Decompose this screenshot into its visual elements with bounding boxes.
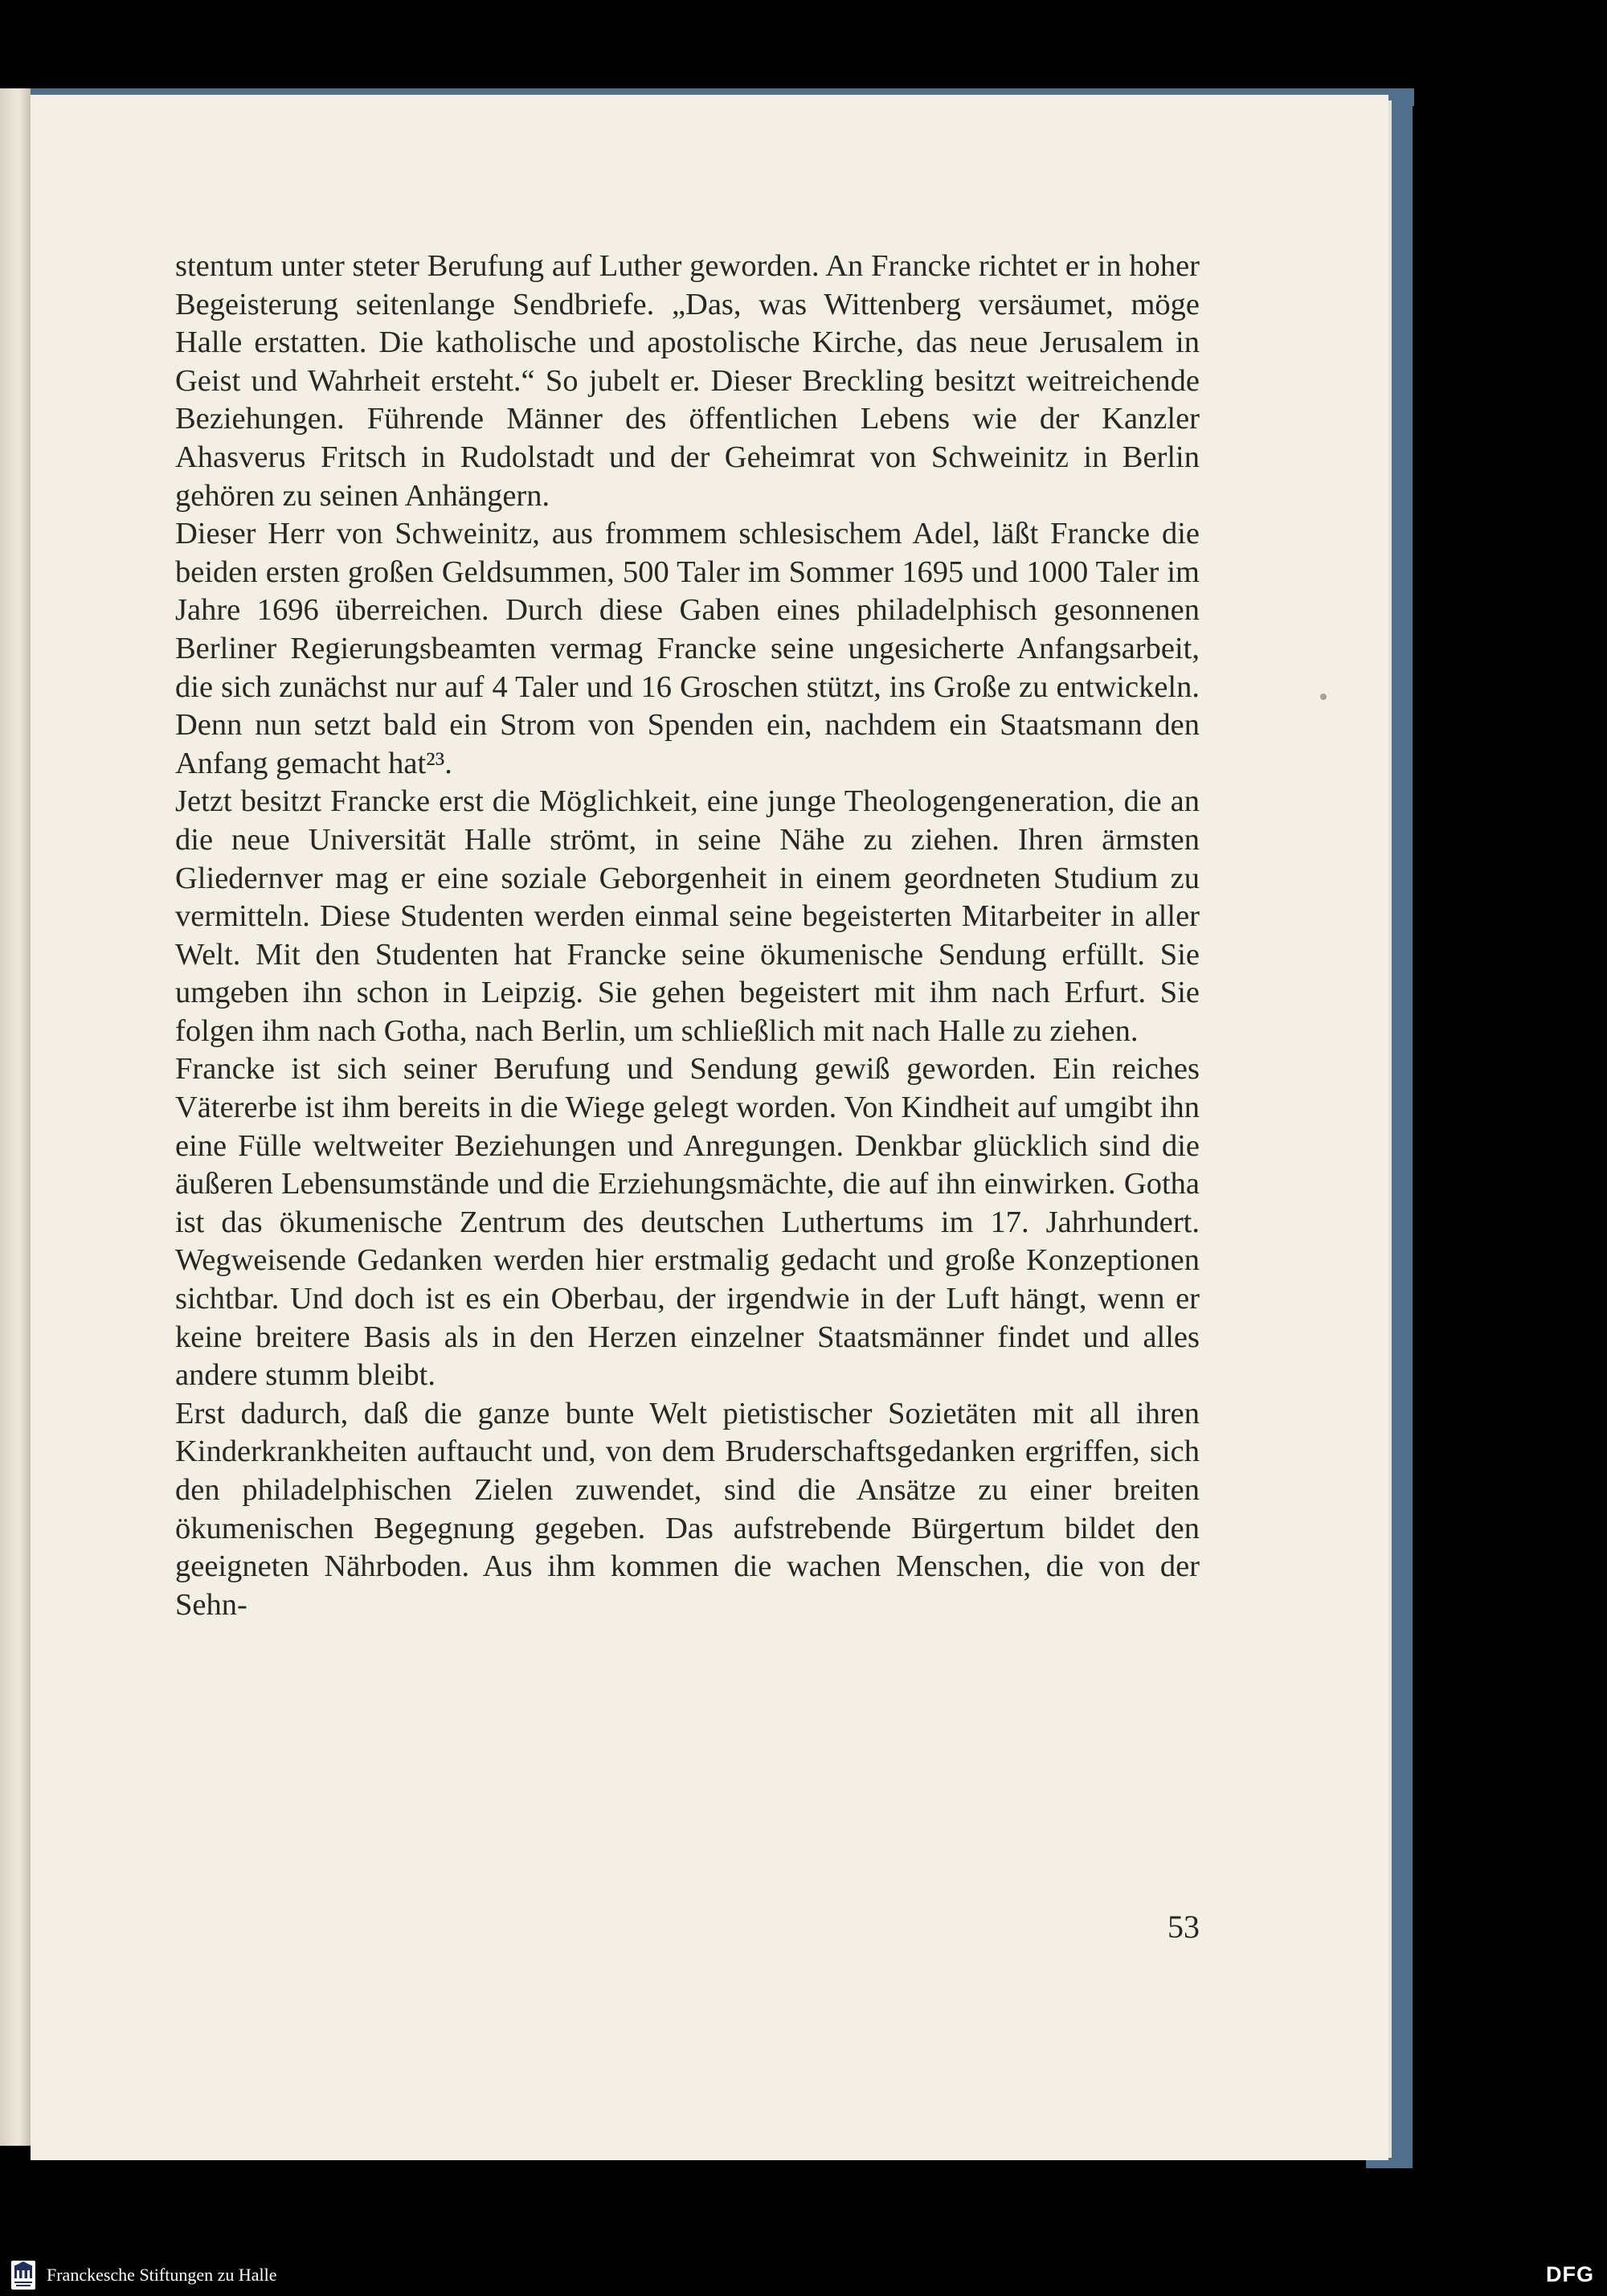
paragraph: stentum unter steter Berufung auf Luther geworden. An Francke richtet er in hoher Begeisterung seitenlange Sendbriefe. „Das, was Wittenberg versäumet, möge Halle erstatten. Die katholische und apostolische Kirche, das neue Jerusalem in Geist und Wahrheit ersteht.“ So jubelt er. Dieser Breckling besitzt weitreichende Beziehungen. Führende Männer des öffentlichen Lebens wie der Kanzler Ahasverus Fritsch in Rudolstadt und der Geheimrat von Schweinitz in Berlin gehören zu seinen Anhängern. [175, 249, 1200, 513]
page-blemish [1320, 694, 1327, 700]
paragraph: Erst dadurch, daß die ganze bunte Welt pietistischer Sozietäten mit all ihren Kinderkrankheiten auftaucht und, von dem Bruderschaftsgedanken ergriffen, sich den philadelphischen Zielen zuwendet, sind die Ansätze zu einer breiten ökumenischen Begegnung gegeben. Das aufstrebende Bürgertum bildet den geeigneten Nährboden. Aus ihm kommen die wachen Menschen, die von der Sehn- [175, 1396, 1200, 1622]
dfg-logo-text: DFG [1546, 2262, 1594, 2286]
francke-foundation-logo-icon [11, 2261, 35, 2290]
viewer-footer-bar [0, 2254, 1607, 2296]
book-spine-left [0, 88, 31, 2146]
paragraph: Francke ist sich seiner Berufung und Sendung gewiß geworden. Ein reiches Vätererbe ist ihm bereits in die Wiege gelegt worden. Von Kindheit auf umgibt ihn eine Fülle weltweiter Beziehungen und Anregungen. Denkbar glücklich sind die äußeren Lebensumstände und die Erziehungsmächte, die auf ihn einwirken. Gotha ist das ökumenische Zentrum des deutschen Luthertums im 17. Jahrhundert. Wegweisende Gedanken werden hier erstmalig gedacht und große Konzeptionen sichtbar. Und doch ist es ein Oberbau, der irgendwie in der Luft hängt, wenn er keine breitere Basis als in den Herzen einzelner Staatsmänner findet und alles andere stumm bleibt. [175, 1052, 1200, 1393]
paragraph: Dieser Herr von Schweinitz, aus frommem schlesischem Adel, läßt Francke die beiden ersten großen Geldsummen, 500 Taler im Sommer 1695 und 1000 Taler im Jahre 1696 überreichen. Durch diese Gaben eines philadelphisch gesonnenen Berliner Regierungsbeamten vermag Francke seine ungesicherte Anfangsarbeit, die sich zunächst nur auf 4 Taler und 16 Groschen stützt, ins Große zu entwickeln. Denn nun setzt bald ein Strom von Spenden ein, nachdem ein Staatsmann den Anfang gemacht hat²³. [175, 517, 1200, 780]
institution-name[interactable]: Franckesche Stiftungen zu Halle [47, 2265, 277, 2285]
page-number: 53 [1167, 1909, 1200, 1945]
paragraph: Jetzt besitzt Francke erst die Möglichkeit, eine junge Theologengeneration, die an die neue Universität Halle strömt, in seine Nähe zu ziehen. Ihren ärmsten Gliedernver mag er eine soziale Geborgenheit in einem geordneten Studium zu vermitteln. Diese Studenten werden einmal seine begeisterten Mitarbeiter in aller Welt. Mit den Studenten hat Francke seine ökumenische Sendung erfüllt. Sie umgeben ihn schon in Leipzig. Sie gehen begeistert mit ihm nach Erfurt. Sie folgen ihm nach Gotha, nach Berlin, um schließlich mit nach Halle zu ziehen. [175, 784, 1200, 1048]
page-body-text [175, 248, 1200, 1624]
